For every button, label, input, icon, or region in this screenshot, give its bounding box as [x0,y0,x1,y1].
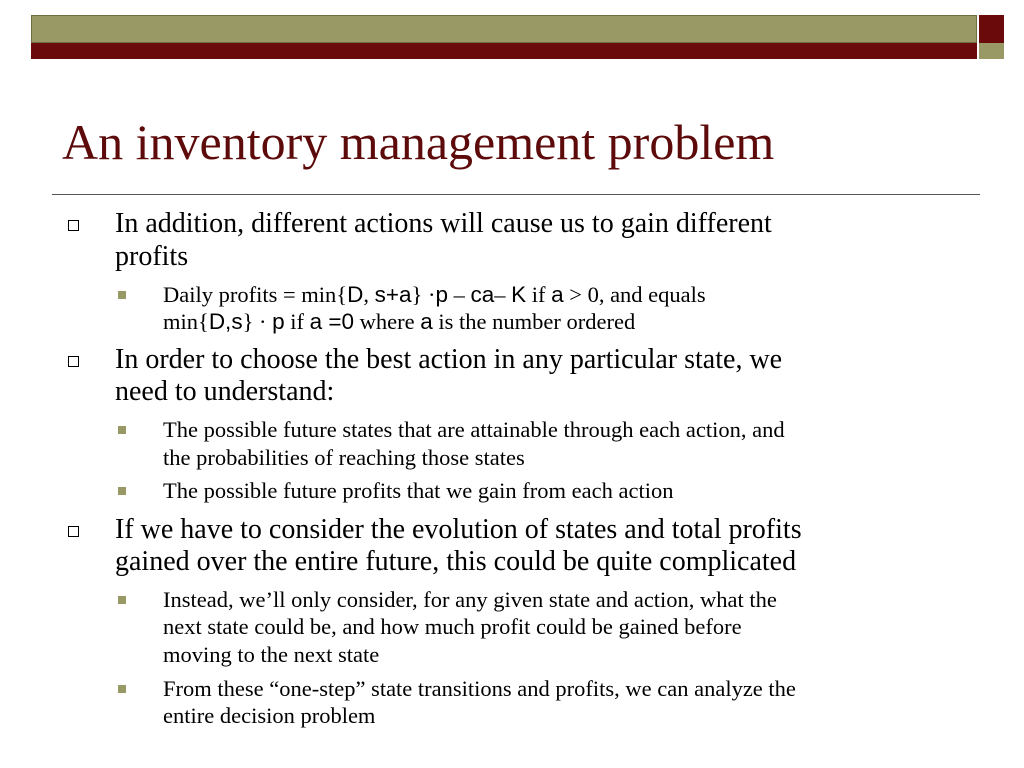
bullet-3-line-1: If we have to consider the evolution of states and total profits [115,514,802,545]
bullet-3-line-2: gained over the entire future, this could be quite complicated [115,546,797,577]
bullet-2-line-1: In order to choose the best action in any particular state, we [115,344,783,375]
slide-title: An inventory management problem [62,114,775,170]
corner-block-maroon [979,15,1004,43]
hollow-square-bullet-icon [68,356,79,367]
subbullet-1-1-line-2: min{D,s} · p if a =0 where a is the number ordered [163,309,636,334]
header-banner-olive [31,15,977,43]
bullet-1-line-1: In addition, different actions will cause us to gain different [115,208,772,239]
subbullet-2-1-line-1: The possible future states that are attainable through each action, and [163,417,785,442]
header-banner-maroon [31,43,977,59]
square-bullet-icon [118,487,126,495]
title-divider [52,194,980,195]
subbullet-3-1-line-1: Instead, we’ll only consider, for any given state and action, what the [163,587,777,612]
subbullet-2-1-line-2: the probabilities of reaching those states [163,445,525,470]
subbullet-3-1-line-2: next state could be, and how much profit could be gained before [163,614,742,639]
subbullet-2-2-line-1: The possible future profits that we gain from each action [163,478,674,503]
subbullet-1-1-line-1: Daily profits = min{D, s+a} ·p – ca– K if a > 0, and equals [163,282,706,307]
bullet-2-line-2: need to understand: [115,376,335,407]
corner-block-olive [979,43,1004,59]
square-bullet-icon [118,291,126,299]
square-bullet-icon [118,685,126,693]
square-bullet-icon [118,596,126,604]
square-bullet-icon [118,426,126,434]
subbullet-3-1-line-3: moving to the next state [163,642,380,667]
subbullet-3-2-line-2: entire decision problem [163,703,376,728]
hollow-square-bullet-icon [68,220,79,231]
hollow-square-bullet-icon [68,526,79,537]
subbullet-3-2-line-1: From these “one-step” state transitions and profits, we can analyze the [163,676,796,701]
bullet-1-line-2: profits [115,241,189,272]
